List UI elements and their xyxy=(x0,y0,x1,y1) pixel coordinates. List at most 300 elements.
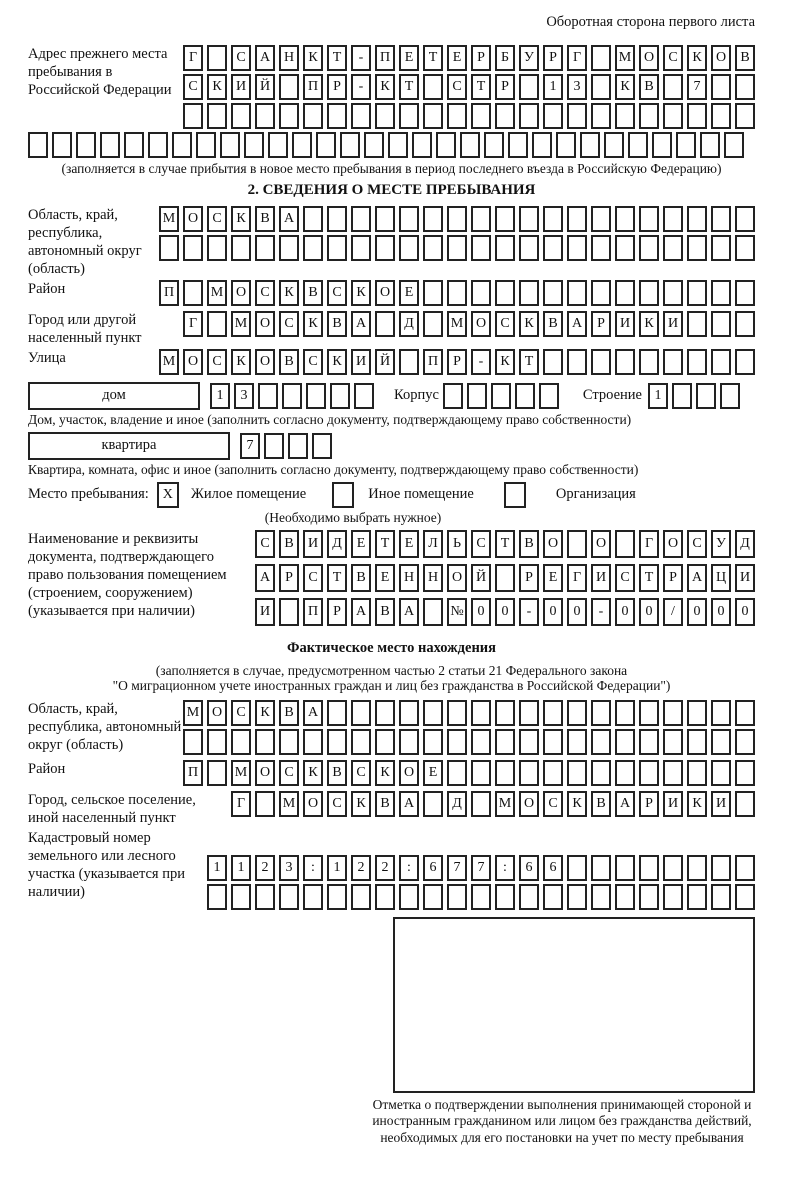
char-box[interactable] xyxy=(519,74,539,100)
char-box[interactable] xyxy=(159,235,179,261)
char-box[interactable]: - xyxy=(591,598,611,626)
char-box[interactable] xyxy=(543,729,563,755)
char-box[interactable]: Н xyxy=(423,564,443,592)
char-box[interactable]: С xyxy=(351,760,371,786)
char-box[interactable]: О xyxy=(183,349,203,375)
char-box[interactable] xyxy=(663,235,683,261)
char-box[interactable] xyxy=(303,206,323,232)
char-box[interactable] xyxy=(495,760,515,786)
char-box[interactable] xyxy=(720,383,740,409)
char-box[interactable]: С xyxy=(687,530,707,558)
char-box[interactable]: - xyxy=(351,45,371,71)
char-box[interactable]: В xyxy=(351,564,371,592)
char-box[interactable]: И xyxy=(591,564,611,592)
char-box[interactable]: В xyxy=(279,700,299,726)
char-box[interactable]: В xyxy=(591,791,611,817)
char-box[interactable]: С xyxy=(279,311,299,337)
char-box[interactable] xyxy=(639,700,659,726)
char-box[interactable] xyxy=(687,729,707,755)
char-box[interactable] xyxy=(735,280,755,306)
char-box[interactable] xyxy=(255,791,275,817)
char-box[interactable] xyxy=(663,206,683,232)
char-box[interactable] xyxy=(423,729,443,755)
char-box[interactable] xyxy=(672,383,692,409)
char-box[interactable] xyxy=(663,280,683,306)
char-box[interactable] xyxy=(279,74,299,100)
char-box[interactable] xyxy=(207,760,227,786)
char-box[interactable] xyxy=(663,760,683,786)
char-box[interactable]: А xyxy=(303,700,323,726)
char-box[interactable] xyxy=(735,791,755,817)
char-box[interactable] xyxy=(231,729,251,755)
char-box[interactable] xyxy=(543,349,563,375)
char-box[interactable] xyxy=(711,280,731,306)
char-box[interactable] xyxy=(447,700,467,726)
char-box[interactable]: Г xyxy=(567,45,587,71)
char-box[interactable]: Й xyxy=(471,564,491,592)
char-box[interactable] xyxy=(687,855,707,881)
char-box[interactable] xyxy=(423,700,443,726)
char-box[interactable] xyxy=(423,103,443,129)
char-box[interactable]: Д xyxy=(735,530,755,558)
char-box[interactable]: С xyxy=(303,349,323,375)
char-box[interactable]: Ц xyxy=(711,564,731,592)
char-box[interactable] xyxy=(628,132,648,158)
char-box[interactable]: 0 xyxy=(687,598,707,626)
char-box[interactable]: 7 xyxy=(447,855,467,881)
char-box[interactable] xyxy=(735,760,755,786)
char-box[interactable] xyxy=(447,760,467,786)
char-box[interactable]: 6 xyxy=(519,855,539,881)
char-box[interactable] xyxy=(388,132,408,158)
char-box[interactable] xyxy=(639,760,659,786)
char-box[interactable] xyxy=(711,103,731,129)
char-box[interactable]: О xyxy=(447,564,467,592)
char-box[interactable] xyxy=(412,132,432,158)
char-box[interactable]: А xyxy=(255,564,275,592)
char-box[interactable] xyxy=(327,103,347,129)
char-box[interactable]: Р xyxy=(279,564,299,592)
char-box[interactable] xyxy=(591,103,611,129)
char-box[interactable] xyxy=(303,729,323,755)
char-box[interactable] xyxy=(303,235,323,261)
char-box[interactable]: 0 xyxy=(567,598,587,626)
char-box[interactable] xyxy=(735,884,755,910)
char-box[interactable] xyxy=(711,206,731,232)
char-box[interactable] xyxy=(724,132,744,158)
char-box[interactable]: 0 xyxy=(735,598,755,626)
char-box[interactable] xyxy=(687,760,707,786)
char-box[interactable] xyxy=(495,280,515,306)
char-box[interactable]: М xyxy=(231,760,251,786)
char-box[interactable] xyxy=(591,700,611,726)
char-box[interactable] xyxy=(316,132,336,158)
char-box[interactable]: О xyxy=(399,760,419,786)
char-box[interactable]: С xyxy=(447,74,467,100)
char-box[interactable]: К xyxy=(207,74,227,100)
char-box[interactable] xyxy=(519,760,539,786)
char-box[interactable]: И xyxy=(711,791,731,817)
char-box[interactable]: Г xyxy=(183,45,203,71)
char-box[interactable]: : xyxy=(495,855,515,881)
char-box[interactable] xyxy=(663,884,683,910)
char-box[interactable]: Р xyxy=(495,74,515,100)
char-box[interactable]: В xyxy=(375,791,395,817)
char-box[interactable] xyxy=(148,132,168,158)
char-box[interactable]: И xyxy=(735,564,755,592)
char-box[interactable] xyxy=(268,132,288,158)
char-box[interactable]: С xyxy=(207,206,227,232)
char-box[interactable]: У xyxy=(519,45,539,71)
char-box[interactable] xyxy=(687,884,707,910)
char-box[interactable]: В xyxy=(375,598,395,626)
char-box[interactable] xyxy=(495,206,515,232)
char-box[interactable] xyxy=(639,280,659,306)
char-box[interactable]: И xyxy=(231,74,251,100)
char-box[interactable] xyxy=(423,206,443,232)
char-box[interactable] xyxy=(207,235,227,261)
char-box[interactable]: К xyxy=(615,74,635,100)
char-box[interactable] xyxy=(567,280,587,306)
char-box[interactable]: 1 xyxy=(648,383,668,409)
char-box[interactable]: О xyxy=(591,530,611,558)
char-box[interactable] xyxy=(615,349,635,375)
char-box[interactable]: О xyxy=(663,530,683,558)
char-box[interactable]: 3 xyxy=(567,74,587,100)
char-box[interactable] xyxy=(567,760,587,786)
char-box[interactable] xyxy=(615,700,635,726)
char-box[interactable] xyxy=(76,132,96,158)
char-box[interactable] xyxy=(591,74,611,100)
char-box[interactable]: 0 xyxy=(615,598,635,626)
char-box[interactable] xyxy=(676,132,696,158)
char-box[interactable] xyxy=(711,884,731,910)
char-box[interactable]: К xyxy=(687,45,707,71)
char-box[interactable]: К xyxy=(303,311,323,337)
char-box[interactable] xyxy=(567,855,587,881)
char-box[interactable]: К xyxy=(567,791,587,817)
char-box[interactable]: С xyxy=(279,760,299,786)
char-box[interactable] xyxy=(735,206,755,232)
char-box[interactable] xyxy=(183,235,203,261)
checkbox-residential[interactable]: X xyxy=(157,482,179,508)
char-box[interactable] xyxy=(663,700,683,726)
char-box[interactable]: Р xyxy=(519,564,539,592)
char-box[interactable]: 3 xyxy=(234,383,254,409)
char-box[interactable] xyxy=(735,349,755,375)
char-box[interactable]: Е xyxy=(447,45,467,71)
char-box[interactable] xyxy=(735,235,755,261)
char-box[interactable] xyxy=(423,311,443,337)
char-box[interactable]: М xyxy=(279,791,299,817)
char-box[interactable] xyxy=(591,884,611,910)
char-box[interactable] xyxy=(639,103,659,129)
char-box[interactable] xyxy=(652,132,672,158)
checkbox-organization[interactable] xyxy=(504,482,526,508)
char-box[interactable]: С xyxy=(231,700,251,726)
char-box[interactable] xyxy=(591,729,611,755)
char-box[interactable] xyxy=(591,855,611,881)
char-box[interactable]: Т xyxy=(639,564,659,592)
char-box[interactable] xyxy=(351,700,371,726)
char-box[interactable]: Л xyxy=(423,530,443,558)
char-box[interactable]: Й xyxy=(255,74,275,100)
char-box[interactable]: 1 xyxy=(543,74,563,100)
char-box[interactable] xyxy=(196,132,216,158)
char-box[interactable] xyxy=(567,349,587,375)
char-box[interactable] xyxy=(423,280,443,306)
char-box[interactable] xyxy=(663,103,683,129)
char-box[interactable]: О xyxy=(711,45,731,71)
char-box[interactable] xyxy=(543,884,563,910)
char-box[interactable]: М xyxy=(159,206,179,232)
char-box[interactable]: К xyxy=(687,791,707,817)
char-box[interactable] xyxy=(711,855,731,881)
char-box[interactable] xyxy=(495,729,515,755)
char-box[interactable]: Р xyxy=(639,791,659,817)
char-box[interactable] xyxy=(471,884,491,910)
char-box[interactable]: К xyxy=(279,280,299,306)
char-box[interactable] xyxy=(207,45,227,71)
char-box[interactable] xyxy=(543,235,563,261)
char-box[interactable] xyxy=(327,884,347,910)
char-box[interactable]: К xyxy=(375,74,395,100)
char-box[interactable]: О xyxy=(255,760,275,786)
char-box[interactable] xyxy=(183,729,203,755)
char-box[interactable]: В xyxy=(303,280,323,306)
char-box[interactable] xyxy=(519,700,539,726)
char-box[interactable]: 1 xyxy=(207,855,227,881)
char-box[interactable]: К xyxy=(303,760,323,786)
char-box[interactable]: В xyxy=(543,311,563,337)
char-box[interactable] xyxy=(207,729,227,755)
char-box[interactable]: Р xyxy=(591,311,611,337)
char-box[interactable] xyxy=(495,235,515,261)
char-box[interactable] xyxy=(735,103,755,129)
char-box[interactable]: 6 xyxy=(423,855,443,881)
char-box[interactable]: С xyxy=(183,74,203,100)
house-type-box[interactable]: дом xyxy=(28,382,200,410)
char-box[interactable] xyxy=(399,206,419,232)
char-box[interactable]: Р xyxy=(663,564,683,592)
char-box[interactable] xyxy=(591,206,611,232)
char-box[interactable]: П xyxy=(303,74,323,100)
char-box[interactable]: М xyxy=(159,349,179,375)
char-box[interactable] xyxy=(100,132,120,158)
char-box[interactable] xyxy=(604,132,624,158)
char-box[interactable] xyxy=(207,103,227,129)
char-box[interactable]: Т xyxy=(519,349,539,375)
char-box[interactable] xyxy=(399,700,419,726)
char-box[interactable]: А xyxy=(615,791,635,817)
char-box[interactable] xyxy=(519,729,539,755)
char-box[interactable]: № xyxy=(447,598,467,626)
char-box[interactable]: Н xyxy=(399,564,419,592)
char-box[interactable]: В xyxy=(255,206,275,232)
char-box[interactable] xyxy=(172,132,192,158)
char-box[interactable]: Т xyxy=(399,74,419,100)
char-box[interactable] xyxy=(327,206,347,232)
char-box[interactable] xyxy=(495,884,515,910)
char-box[interactable] xyxy=(375,311,395,337)
char-box[interactable]: - xyxy=(519,598,539,626)
char-box[interactable] xyxy=(687,206,707,232)
char-box[interactable] xyxy=(183,103,203,129)
char-box[interactable]: Д xyxy=(447,791,467,817)
char-box[interactable] xyxy=(567,206,587,232)
char-box[interactable] xyxy=(399,103,419,129)
char-box[interactable]: 1 xyxy=(327,855,347,881)
char-box[interactable]: О xyxy=(543,530,563,558)
char-box[interactable] xyxy=(279,235,299,261)
char-box[interactable]: В xyxy=(279,349,299,375)
char-box[interactable] xyxy=(615,235,635,261)
char-box[interactable] xyxy=(615,729,635,755)
char-box[interactable] xyxy=(663,729,683,755)
char-box[interactable]: А xyxy=(399,598,419,626)
char-box[interactable] xyxy=(567,700,587,726)
char-box[interactable]: К xyxy=(495,349,515,375)
char-box[interactable] xyxy=(399,729,419,755)
char-box[interactable] xyxy=(327,729,347,755)
char-box[interactable]: В xyxy=(327,311,347,337)
char-box[interactable] xyxy=(567,235,587,261)
char-box[interactable] xyxy=(399,349,419,375)
char-box[interactable] xyxy=(375,729,395,755)
char-box[interactable] xyxy=(639,206,659,232)
char-box[interactable] xyxy=(711,311,731,337)
char-box[interactable] xyxy=(539,383,559,409)
char-box[interactable]: С xyxy=(255,530,275,558)
char-box[interactable]: И xyxy=(303,530,323,558)
char-box[interactable] xyxy=(255,729,275,755)
char-box[interactable] xyxy=(330,383,350,409)
char-box[interactable] xyxy=(423,74,443,100)
char-box[interactable]: 2 xyxy=(351,855,371,881)
char-box[interactable]: В xyxy=(519,530,539,558)
char-box[interactable] xyxy=(231,103,251,129)
char-box[interactable]: Е xyxy=(375,564,395,592)
char-box[interactable]: Т xyxy=(375,530,395,558)
char-box[interactable] xyxy=(255,235,275,261)
char-box[interactable]: М xyxy=(207,280,227,306)
char-box[interactable]: И xyxy=(255,598,275,626)
char-box[interactable]: О xyxy=(639,45,659,71)
char-box[interactable] xyxy=(687,235,707,261)
char-box[interactable] xyxy=(351,103,371,129)
char-box[interactable]: М xyxy=(615,45,635,71)
char-box[interactable]: Г xyxy=(639,530,659,558)
char-box[interactable]: Г xyxy=(231,791,251,817)
char-box[interactable] xyxy=(735,74,755,100)
char-box[interactable] xyxy=(447,235,467,261)
char-box[interactable] xyxy=(580,132,600,158)
char-box[interactable] xyxy=(399,235,419,261)
char-box[interactable]: К xyxy=(519,311,539,337)
char-box[interactable] xyxy=(735,855,755,881)
char-box[interactable]: Е xyxy=(423,760,443,786)
char-box[interactable] xyxy=(443,383,463,409)
char-box[interactable] xyxy=(735,311,755,337)
char-box[interactable]: С xyxy=(327,280,347,306)
char-box[interactable] xyxy=(351,884,371,910)
char-box[interactable] xyxy=(711,700,731,726)
char-box[interactable]: 2 xyxy=(255,855,275,881)
char-box[interactable] xyxy=(471,729,491,755)
char-box[interactable] xyxy=(687,700,707,726)
char-box[interactable]: Е xyxy=(351,530,371,558)
char-box[interactable] xyxy=(423,598,443,626)
char-box[interactable] xyxy=(663,74,683,100)
char-box[interactable] xyxy=(436,132,456,158)
char-box[interactable] xyxy=(340,132,360,158)
char-box[interactable]: Т xyxy=(495,530,515,558)
char-box[interactable] xyxy=(351,235,371,261)
char-box[interactable] xyxy=(447,729,467,755)
char-box[interactable]: К xyxy=(327,349,347,375)
char-box[interactable] xyxy=(244,132,264,158)
char-box[interactable]: Т xyxy=(327,564,347,592)
char-box[interactable]: М xyxy=(231,311,251,337)
char-box[interactable] xyxy=(471,206,491,232)
char-box[interactable] xyxy=(735,700,755,726)
char-box[interactable]: А xyxy=(351,598,371,626)
char-box[interactable] xyxy=(279,598,299,626)
char-box[interactable] xyxy=(354,383,374,409)
char-box[interactable]: 0 xyxy=(495,598,515,626)
char-box[interactable] xyxy=(543,760,563,786)
char-box[interactable] xyxy=(639,729,659,755)
char-box[interactable]: Е xyxy=(399,530,419,558)
char-box[interactable] xyxy=(567,530,587,558)
char-box[interactable]: 7 xyxy=(240,433,260,459)
char-box[interactable] xyxy=(711,760,731,786)
char-box[interactable] xyxy=(639,855,659,881)
char-box[interactable]: О xyxy=(519,791,539,817)
char-box[interactable] xyxy=(687,311,707,337)
char-box[interactable]: В xyxy=(639,74,659,100)
char-box[interactable] xyxy=(292,132,312,158)
char-box[interactable] xyxy=(567,884,587,910)
char-box[interactable]: К xyxy=(351,791,371,817)
char-box[interactable] xyxy=(615,760,635,786)
char-box[interactable]: : xyxy=(399,855,419,881)
char-box[interactable]: К xyxy=(639,311,659,337)
char-box[interactable]: Ь xyxy=(447,530,467,558)
char-box[interactable] xyxy=(519,280,539,306)
char-box[interactable] xyxy=(375,884,395,910)
char-box[interactable]: Р xyxy=(471,45,491,71)
char-box[interactable]: Б xyxy=(495,45,515,71)
char-box[interactable]: И xyxy=(351,349,371,375)
char-box[interactable] xyxy=(519,206,539,232)
char-box[interactable] xyxy=(467,383,487,409)
char-box[interactable] xyxy=(567,103,587,129)
char-box[interactable]: 0 xyxy=(543,598,563,626)
char-box[interactable]: Д xyxy=(399,311,419,337)
char-box[interactable] xyxy=(231,884,251,910)
char-box[interactable]: К xyxy=(375,760,395,786)
char-box[interactable] xyxy=(183,280,203,306)
char-box[interactable] xyxy=(615,884,635,910)
char-box[interactable]: А xyxy=(351,311,371,337)
char-box[interactable] xyxy=(28,132,48,158)
char-box[interactable] xyxy=(351,729,371,755)
char-box[interactable]: С xyxy=(231,45,251,71)
char-box[interactable] xyxy=(303,884,323,910)
char-box[interactable] xyxy=(735,729,755,755)
char-box[interactable] xyxy=(220,132,240,158)
